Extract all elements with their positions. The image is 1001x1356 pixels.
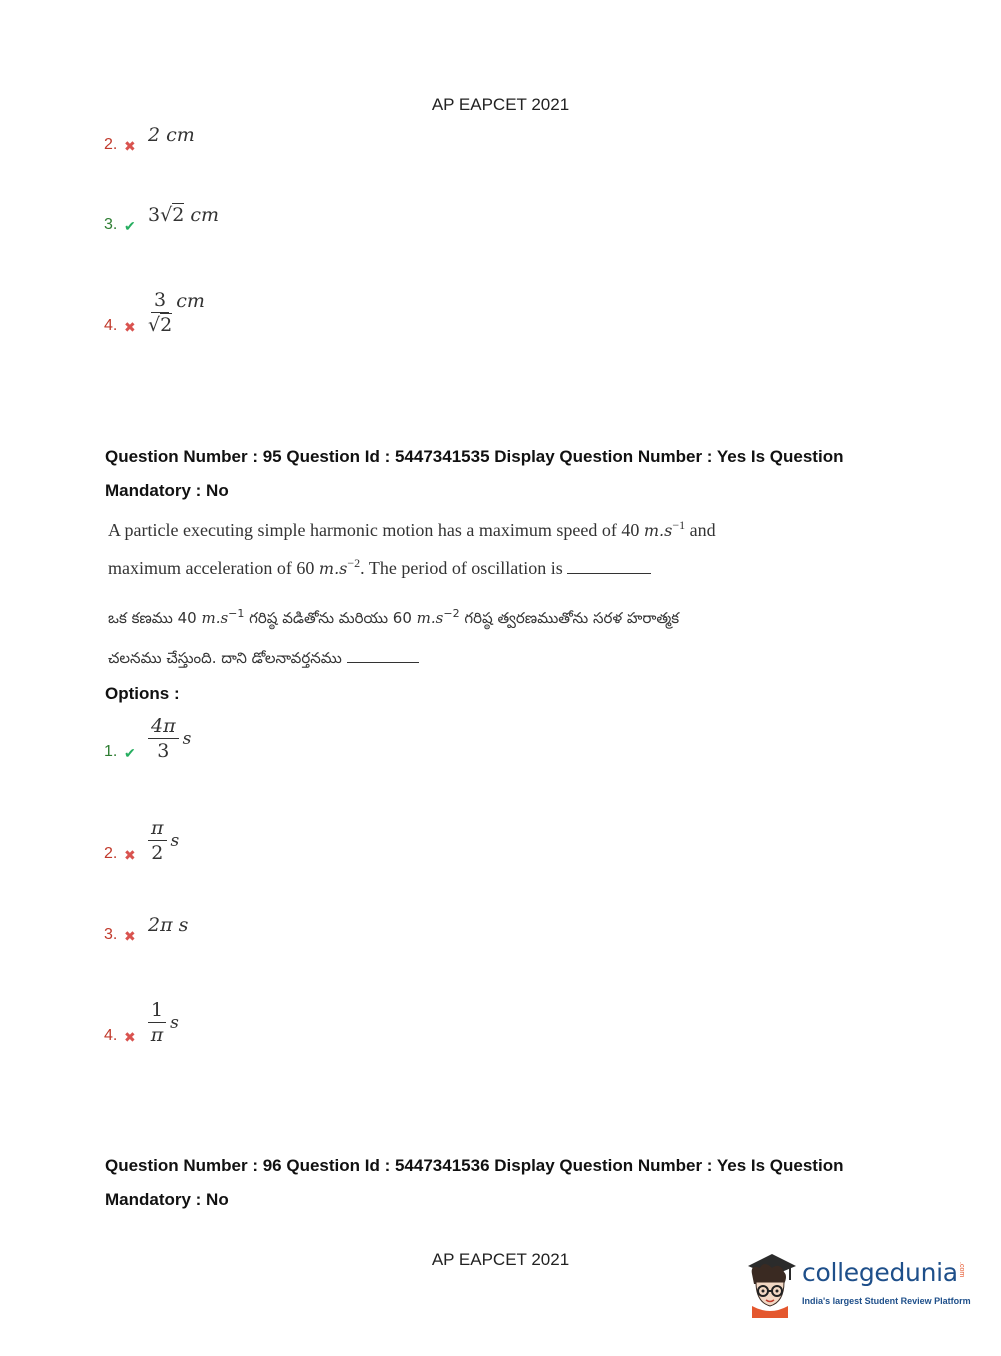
- question-text-english: A particle executing simple harmonic motion has a maximum speed of 40 $m.s^{-1}$ and maximum acceleration of 60 $m.s^{-2}$. The period of oscillation is: [108, 518, 716, 578]
- option-number: 2.: [104, 845, 118, 862]
- option-row: [104, 914, 189, 944]
- question-header: Question Number : 96 Question Id : 5447341536 Display Question Number : Yes Is Question Mandatory : No: [105, 1156, 844, 1209]
- logo-brand: collegedunia: [802, 1258, 958, 1287]
- option-row: [104, 290, 205, 335]
- cross-icon: ✖: [124, 319, 136, 335]
- page-header: AP EAPCET 2021: [431, 95, 570, 114]
- question-text-telugu: ఒక కణము 40 $m.s^{-1}$ గరిష్ఠ వడితోను మరియు 60 $m.s^{-2}$ గరిష్ఠ త్వరణముతోను సరళ హరాత్మక చలనము చేస్తుంది. దాని డోలనావర్తనము: [108, 607, 680, 667]
- option-value: $\frac{1}{\pi}$ s: [148, 1000, 179, 1045]
- option-row: [104, 204, 220, 234]
- option-value: $\frac{\pi}{2}$ s: [148, 818, 179, 863]
- cross-icon: ✖: [124, 138, 136, 154]
- option-value: 2π s: [148, 914, 189, 936]
- option-row: [104, 124, 195, 154]
- option-number: 4.: [104, 1027, 118, 1044]
- option-row: [104, 1000, 179, 1045]
- option-value: $\frac{4\pi}{3}$ s: [148, 716, 191, 761]
- option-number: 2.: [104, 136, 118, 153]
- logo-suffix: .com: [958, 1262, 965, 1278]
- option-number: 3.: [104, 926, 118, 943]
- check-icon: ✔: [124, 745, 136, 761]
- option-value: $\frac{3}{√2}$ cm: [148, 289, 205, 336]
- option-value: 2 cm: [148, 124, 195, 146]
- mascot-icon: [742, 1250, 798, 1318]
- question-header: Question Number : 95 Question Id : 5447341535 Display Question Number : Yes Is Question Mandatory : No: [105, 447, 844, 500]
- answer-blank: [347, 648, 419, 663]
- option-row: [104, 716, 191, 761]
- cross-icon: ✖: [124, 847, 136, 863]
- page-footer: AP EAPCET 2021: [431, 1250, 570, 1269]
- option-value: 3√2 cm: [148, 204, 220, 226]
- options-label: Options :: [105, 684, 180, 703]
- option-number: 1.: [104, 743, 118, 760]
- logo-tagline: India's largest Student Review Platform: [802, 1296, 971, 1306]
- option-row: [104, 818, 179, 863]
- cross-icon: ✖: [124, 928, 136, 944]
- answer-blank: [567, 559, 651, 574]
- cross-icon: ✖: [124, 1029, 136, 1045]
- collegedunia-logo: [742, 1250, 972, 1318]
- check-icon: ✔: [124, 218, 136, 234]
- option-number: 3.: [104, 216, 118, 233]
- option-number: 4.: [104, 317, 118, 334]
